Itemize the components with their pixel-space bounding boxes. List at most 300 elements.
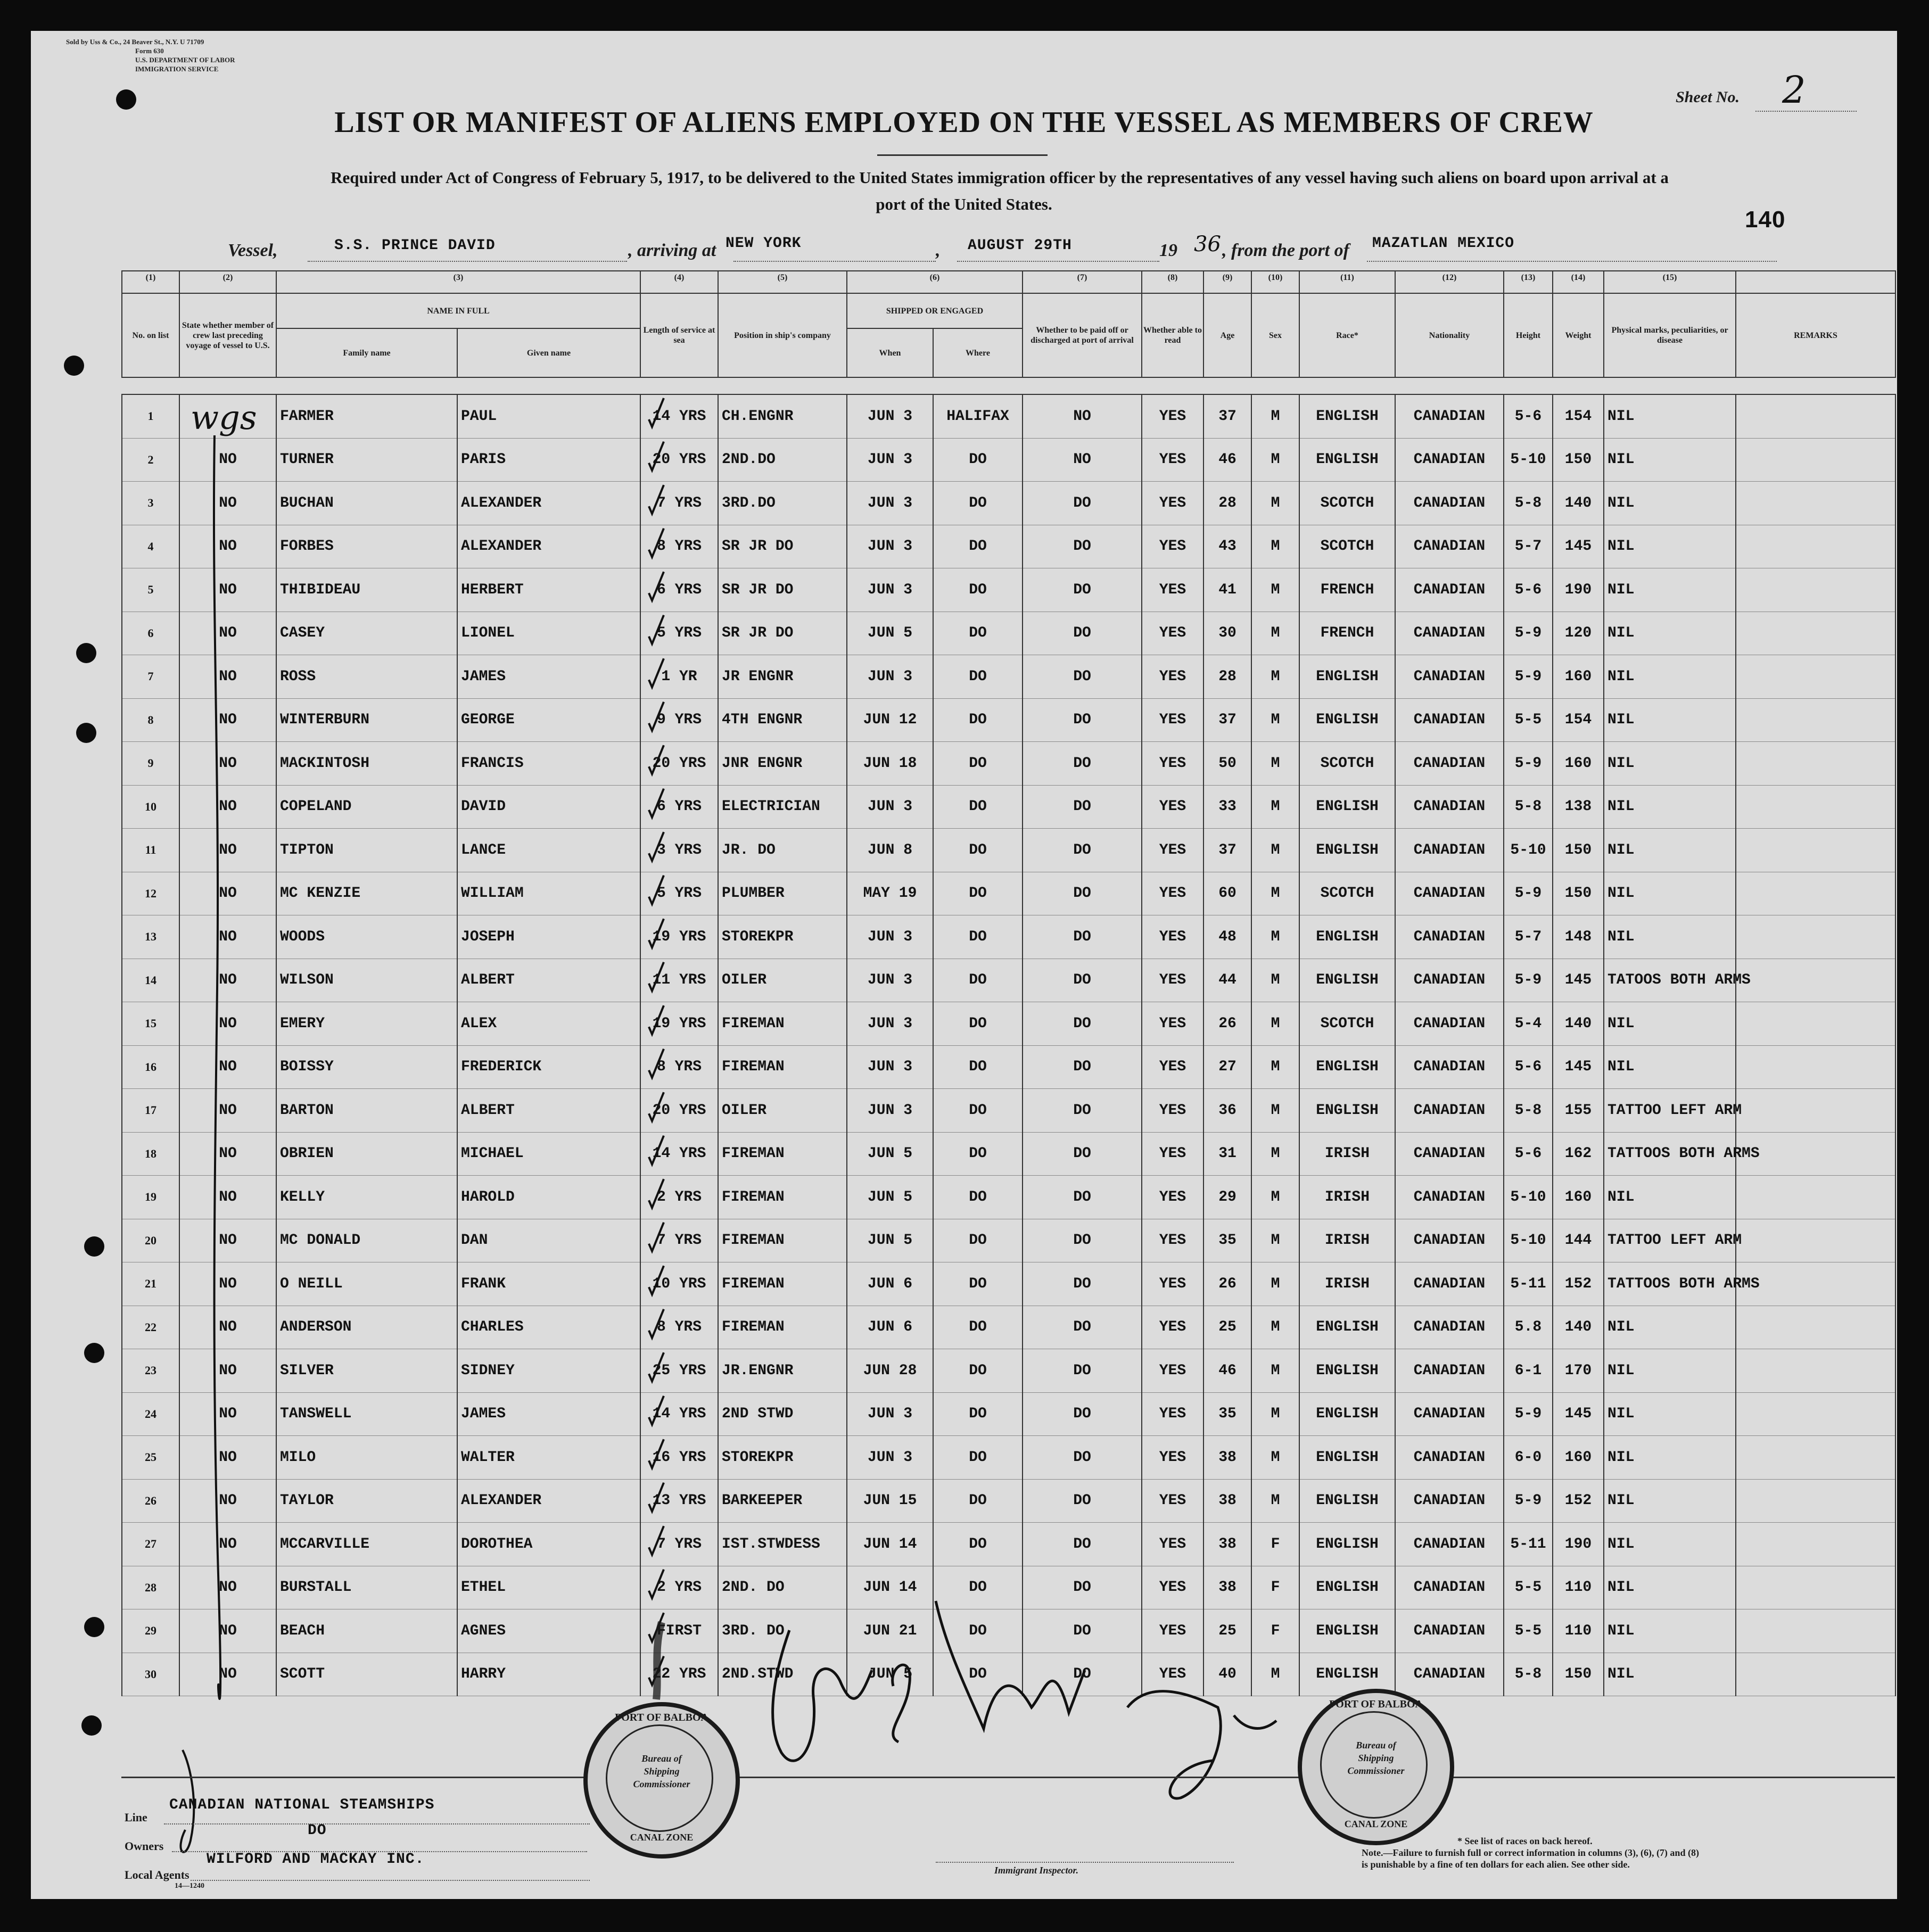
header-family-name: Family name (276, 328, 457, 377)
cell-shipped-when: JUN 3 (847, 1045, 933, 1089)
cell-shipped-where: DO (933, 872, 1023, 915)
cell-race: ENGLISH (1299, 1349, 1395, 1393)
cell-shipped-where: DO (933, 1609, 1023, 1653)
cell-able-to-read: YES (1142, 1523, 1203, 1566)
cell-position: 3RD.DO (718, 482, 847, 525)
cell-shipped-when: JUN 21 (847, 1609, 933, 1653)
cell-paid-off: DO (1023, 1653, 1142, 1696)
cell-height: 5-9 (1504, 1479, 1553, 1523)
col-number: (6) (847, 271, 1023, 293)
cell-able-to-read: YES (1142, 698, 1203, 742)
cell-race: IRISH (1299, 1219, 1395, 1262)
seal-text: Commissioner (633, 1779, 690, 1789)
cell-length-of-service: 9 YRS (640, 698, 718, 742)
cell-family-name: WILSON (276, 959, 457, 1002)
cell-shipped-when: JUN 8 (847, 829, 933, 872)
cell-able-to-read: YES (1142, 872, 1203, 915)
cell-weight: 140 (1553, 482, 1604, 525)
cell-race: ENGLISH (1299, 1479, 1395, 1523)
cell-sex: M (1251, 915, 1299, 959)
cell-able-to-read: YES (1142, 1392, 1203, 1436)
check-mark (649, 1439, 664, 1468)
cell-height: 5-6 (1504, 1045, 1553, 1089)
cell-age: 30 (1203, 612, 1251, 655)
cell-able-to-read: YES (1142, 525, 1203, 568)
cell-length-of-service: 25 YRS (640, 1349, 718, 1393)
cell-list-number: 25 (122, 1436, 179, 1480)
cell-previous-voyage: NO (179, 438, 276, 482)
cell-previous-voyage: NO (179, 698, 276, 742)
cell-weight: 140 (1553, 1002, 1604, 1046)
header-no-on-list: No. on list (122, 293, 179, 377)
service-check-marks (649, 398, 664, 1685)
cell-paid-off: DO (1023, 742, 1142, 786)
cell-age: 38 (1203, 1523, 1251, 1566)
cell-able-to-read: YES (1142, 742, 1203, 786)
cell-length-of-service: 16 YRS (640, 1436, 718, 1480)
cell-nationality: CANADIAN (1395, 1566, 1504, 1609)
cell-paid-off: DO (1023, 568, 1142, 612)
cell-shipped-where: DO (933, 1653, 1023, 1696)
cell-nationality: CANADIAN (1395, 482, 1504, 525)
cell-sex: M (1251, 1219, 1299, 1262)
cell-height: 5-9 (1504, 742, 1553, 786)
cell-age: 25 (1203, 1306, 1251, 1349)
cell-previous-voyage: NO (179, 1523, 276, 1566)
cell-shipped-when: JUN 3 (847, 438, 933, 482)
cell-paid-off: DO (1023, 1045, 1142, 1089)
col-number: (1) (122, 271, 179, 293)
cell-age: 33 (1203, 785, 1251, 829)
cell-nationality: CANADIAN (1395, 394, 1504, 438)
check-mark (649, 1309, 664, 1338)
cell-height: 6-1 (1504, 1349, 1553, 1393)
cell-height: 5-7 (1504, 915, 1553, 959)
cell-able-to-read: YES (1142, 1176, 1203, 1219)
cell-physical-marks: NIL (1604, 1653, 1736, 1696)
check-mark (649, 1352, 664, 1381)
cell-length-of-service: 8 YRS (640, 1306, 718, 1349)
cell-shipped-when: JUN 3 (847, 1089, 933, 1133)
cell-list-number: 17 (122, 1089, 179, 1133)
cell-height: 5-10 (1504, 438, 1553, 482)
cell-nationality: CANADIAN (1395, 525, 1504, 568)
cell-weight: 152 (1553, 1262, 1604, 1306)
cell-age: 35 (1203, 1392, 1251, 1436)
cell-position: 4TH ENGNR (718, 698, 847, 742)
cell-previous-voyage: NO (179, 568, 276, 612)
cell-shipped-when: JUN 3 (847, 655, 933, 699)
cell-given-name: DOROTHEA (457, 1523, 640, 1566)
cell-physical-marks: NIL (1604, 785, 1736, 829)
year-prefix: 19 (1159, 241, 1177, 260)
cell-given-name: WILLIAM (457, 872, 640, 915)
cell-previous-voyage: NO (179, 482, 276, 525)
cell-length-of-service: 5 YRS (640, 612, 718, 655)
cell-paid-off: DO (1023, 785, 1142, 829)
cell-sex: M (1251, 1089, 1299, 1133)
cell-nationality: CANADIAN (1395, 1132, 1504, 1176)
cell-able-to-read: YES (1142, 482, 1203, 525)
check-mark (649, 1483, 664, 1512)
col-number: (2) (179, 271, 276, 293)
cell-race: ENGLISH (1299, 829, 1395, 872)
cell-sex: M (1251, 568, 1299, 612)
cell-age: 28 (1203, 655, 1251, 699)
cell-previous-voyage: NO (179, 785, 276, 829)
cell-race: ENGLISH (1299, 1089, 1395, 1133)
cell-physical-marks: NIL (1604, 1436, 1736, 1480)
cell-previous-voyage: NO (179, 1132, 276, 1176)
cell-family-name: ROSS (276, 655, 457, 699)
cell-list-number: 18 (122, 1132, 179, 1176)
form-subtitle-2: port of the United States. (876, 195, 1052, 213)
signature-stroke (936, 1601, 1085, 1729)
cell-age: 25 (1203, 1609, 1251, 1653)
cell-shipped-when: JUN 3 (847, 1002, 933, 1046)
header-where: Where (933, 328, 1023, 377)
cell-length-of-service: 8 YRS (640, 1045, 718, 1089)
cell-position: IST.STWDESS (718, 1523, 847, 1566)
cell-able-to-read: YES (1142, 1002, 1203, 1046)
cell-position: OILER (718, 1089, 847, 1133)
cell-shipped-when: JUN 14 (847, 1566, 933, 1609)
cell-previous-voyage: NO (179, 1089, 276, 1133)
cell-race: ENGLISH (1299, 915, 1395, 959)
cell-age: 31 (1203, 1132, 1251, 1176)
cell-list-number: 30 (122, 1653, 179, 1696)
cell-list-number: 10 (122, 785, 179, 829)
header-length-of-service: Length of service at sea (640, 293, 718, 377)
cell-given-name: ALBERT (457, 1089, 640, 1133)
cell-family-name: FORBES (276, 525, 457, 568)
cell-length-of-service: 19 YRS (640, 915, 718, 959)
cell-family-name: TAYLOR (276, 1479, 457, 1523)
cell-list-number: 11 (122, 829, 179, 872)
cell-given-name: WALTER (457, 1436, 640, 1480)
cell-shipped-where: DO (933, 1392, 1023, 1436)
cell-shipped-where: DO (933, 438, 1023, 482)
cell-age: 46 (1203, 1349, 1251, 1393)
cell-physical-marks: NIL (1604, 1306, 1736, 1349)
cell-given-name: ALBERT (457, 959, 640, 1002)
check-mark (649, 1049, 664, 1078)
cell-age: 29 (1203, 1176, 1251, 1219)
check-mark (649, 789, 664, 818)
cell-sex: M (1251, 698, 1299, 742)
cell-shipped-where: DO (933, 1436, 1023, 1480)
inspector-rule (936, 1862, 1234, 1863)
cell-sex: M (1251, 872, 1299, 915)
cell-race: FRENCH (1299, 568, 1395, 612)
cell-position: OILER (718, 959, 847, 1002)
cell-shipped-when: JUN 14 (847, 1523, 933, 1566)
cell-sex: M (1251, 482, 1299, 525)
cell-family-name: WINTERBURN (276, 698, 457, 742)
cell-shipped-where: DO (933, 612, 1023, 655)
cell-paid-off: DO (1023, 655, 1142, 699)
cell-nationality: CANADIAN (1395, 568, 1504, 612)
cell-age: 38 (1203, 1566, 1251, 1609)
seal-text: Shipping (1358, 1753, 1394, 1763)
cell-family-name: TANSWELL (276, 1392, 457, 1436)
comma: , (936, 241, 941, 260)
cell-family-name: BEACH (276, 1609, 457, 1653)
cell-physical-marks: NIL (1604, 915, 1736, 959)
cell-nationality: CANADIAN (1395, 1653, 1504, 1696)
cell-weight: 160 (1553, 1436, 1604, 1480)
cell-able-to-read: YES (1142, 1609, 1203, 1653)
cell-physical-marks: NIL (1604, 1523, 1736, 1566)
cell-physical-marks: NIL (1604, 438, 1736, 482)
cell-weight: 120 (1553, 612, 1604, 655)
cell-height: 5-9 (1504, 612, 1553, 655)
cell-position: 2ND.STWD (718, 1653, 847, 1696)
cell-age: 38 (1203, 1436, 1251, 1480)
cell-sex: M (1251, 1306, 1299, 1349)
cell-race: SCOTCH (1299, 872, 1395, 915)
header-weight: Weight (1553, 293, 1604, 377)
cell-nationality: CANADIAN (1395, 872, 1504, 915)
imprint-line: Sold by Uss & Co., 24 Beaver St., N.Y. U 71709 (66, 38, 204, 46)
cell-previous-voyage: NO (179, 829, 276, 872)
cell-able-to-read: YES (1142, 438, 1203, 482)
cell-race: ENGLISH (1299, 959, 1395, 1002)
cell-family-name: SCOTT (276, 1653, 457, 1696)
cell-physical-marks: NIL (1604, 1176, 1736, 1219)
cell-family-name: OBRIEN (276, 1132, 457, 1176)
col-number: (7) (1023, 271, 1142, 293)
cell-previous-voyage: NO (179, 915, 276, 959)
cell-paid-off: DO (1023, 1089, 1142, 1133)
line-value: CANADIAN NATIONAL STEAMSHIPS (169, 1797, 435, 1813)
seal-text: Commissioner (1347, 1765, 1405, 1776)
cell-weight: 190 (1553, 1523, 1604, 1566)
cell-sex: M (1251, 1653, 1299, 1696)
cell-family-name: EMERY (276, 1002, 457, 1046)
cell-age: 36 (1203, 1089, 1251, 1133)
check-mark (649, 615, 664, 644)
cell-length-of-service: 11 YRS (640, 959, 718, 1002)
cell-position: 2ND. DO (718, 1566, 847, 1609)
cell-age: 26 (1203, 1002, 1251, 1046)
cell-able-to-read: YES (1142, 1436, 1203, 1480)
cell-position: BARKEEPER (718, 1479, 847, 1523)
cell-physical-marks: NIL (1604, 872, 1736, 915)
cell-shipped-when: JUN 12 (847, 698, 933, 742)
cell-height: 5-9 (1504, 655, 1553, 699)
cell-race: ENGLISH (1299, 785, 1395, 829)
cell-age: 46 (1203, 438, 1251, 482)
cell-able-to-read: YES (1142, 915, 1203, 959)
col-number: (9) (1203, 271, 1251, 293)
cell-shipped-where: DO (933, 655, 1023, 699)
cell-family-name: THIBIDEAU (276, 568, 457, 612)
cell-race: SCOTCH (1299, 482, 1395, 525)
cell-given-name: CHARLES (457, 1306, 640, 1349)
cell-race: IRISH (1299, 1176, 1395, 1219)
cell-previous-voyage: NO (179, 872, 276, 915)
cell-length-of-service: FIRST (640, 1609, 718, 1653)
cell-position: 2ND.DO (718, 438, 847, 482)
cell-able-to-read: YES (1142, 1045, 1203, 1089)
cell-weight: 140 (1553, 1306, 1604, 1349)
cell-physical-marks: NIL (1604, 1479, 1736, 1523)
check-mark (649, 702, 664, 731)
cell-height: 5-6 (1504, 568, 1553, 612)
seal-ring (1320, 1711, 1428, 1819)
cell-paid-off: NO (1023, 394, 1142, 438)
cell-sex: M (1251, 1002, 1299, 1046)
cell-able-to-read: YES (1142, 1262, 1203, 1306)
cell-height: 5-6 (1504, 394, 1553, 438)
cell-paid-off: DO (1023, 1436, 1142, 1480)
cell-shipped-when: JUN 5 (847, 1653, 933, 1696)
seal-text: PORT OF BALBOA (615, 1712, 708, 1723)
handwritten-initial: wgs (191, 398, 257, 437)
cell-weight: 154 (1553, 698, 1604, 742)
cell-shipped-when: JUN 6 (847, 1262, 933, 1306)
cell-age: 37 (1203, 698, 1251, 742)
cell-paid-off: DO (1023, 1349, 1142, 1393)
check-mark (649, 745, 664, 774)
owners-value: DO (308, 1822, 327, 1839)
check-mark (649, 572, 664, 600)
cell-race: ENGLISH (1299, 438, 1395, 482)
cell-shipped-where: DO (933, 1219, 1023, 1262)
check-mark (649, 1266, 664, 1294)
handwritten-marks (31, 31, 1897, 1899)
cell-able-to-read: YES (1142, 1349, 1203, 1393)
cell-height: 5-9 (1504, 959, 1553, 1002)
cell-nationality: CANADIAN (1395, 1523, 1504, 1566)
col-number: (12) (1395, 271, 1504, 293)
col-number: (10) (1251, 271, 1299, 293)
cell-physical-marks: NIL (1604, 482, 1736, 525)
cell-list-number: 29 (122, 1609, 179, 1653)
cell-age: 37 (1203, 394, 1251, 438)
cell-list-number: 24 (122, 1392, 179, 1436)
cell-sex: M (1251, 1176, 1299, 1219)
cell-given-name: AGNES (457, 1609, 640, 1653)
cell-sex: M (1251, 1045, 1299, 1089)
cell-age: 35 (1203, 1219, 1251, 1262)
col-number: (5) (718, 271, 847, 293)
cell-shipped-where: HALIFAX (933, 394, 1023, 438)
form-code: 14—1240 (175, 1882, 204, 1890)
cell-given-name: SIDNEY (457, 1349, 640, 1393)
cell-shipped-where: DO (933, 959, 1023, 1002)
vessel-label: Vessel, (228, 241, 278, 260)
cell-sex: M (1251, 612, 1299, 655)
cell-shipped-where: DO (933, 785, 1023, 829)
cell-nationality: CANADIAN (1395, 612, 1504, 655)
cell-list-number: 12 (122, 872, 179, 915)
cell-paid-off: DO (1023, 1392, 1142, 1436)
cell-length-of-service: 2 YRS (640, 1176, 718, 1219)
check-mark (649, 919, 664, 947)
cell-length-of-service: 14 YRS (640, 394, 718, 438)
cell-length-of-service: 14 YRS (640, 1132, 718, 1176)
cell-shipped-where: DO (933, 1349, 1023, 1393)
cell-shipped-when: JUN 3 (847, 394, 933, 438)
cell-shipped-when: JUN 3 (847, 959, 933, 1002)
cell-height: 5-6 (1504, 1132, 1553, 1176)
cell-height: 5-10 (1504, 829, 1553, 872)
cell-sex: M (1251, 655, 1299, 699)
cell-race: FRENCH (1299, 612, 1395, 655)
cell-paid-off: DO (1023, 1262, 1142, 1306)
cell-able-to-read: YES (1142, 959, 1203, 1002)
cell-physical-marks: NIL (1604, 655, 1736, 699)
cell-shipped-where: DO (933, 1306, 1023, 1349)
cell-family-name: BUCHAN (276, 482, 457, 525)
cell-sex: M (1251, 1392, 1299, 1436)
cell-nationality: CANADIAN (1395, 959, 1504, 1002)
cell-family-name: SILVER (276, 1349, 457, 1393)
cell-physical-marks: NIL (1604, 1002, 1736, 1046)
cell-weight: 160 (1553, 742, 1604, 786)
seal-text: CANAL ZONE (1344, 1819, 1408, 1829)
cell-sex: F (1251, 1523, 1299, 1566)
cell-able-to-read: YES (1142, 785, 1203, 829)
col-number: (14) (1553, 271, 1604, 293)
header-when: When (847, 328, 933, 377)
cell-nationality: CANADIAN (1395, 829, 1504, 872)
header-previous-voyage: State whether member of crew last preceding voyage of vessel to U.S. (179, 293, 276, 377)
cell-length-of-service: 2 YRS (640, 1566, 718, 1609)
header-shipped-engaged: SHIPPED OR ENGAGED (847, 293, 1023, 328)
cell-list-number: 16 (122, 1045, 179, 1089)
cell-weight: 145 (1553, 1045, 1604, 1089)
cell-sex: M (1251, 1479, 1299, 1523)
form-subtitle: Required under Act of Congress of February 5, 1917, to be delivered to the United States immigration officer by the representatives of any vessel having such aliens on board upon arrival at a (331, 168, 1669, 187)
cell-shipped-when: JUN 18 (847, 742, 933, 786)
cell-given-name: HERBERT (457, 568, 640, 612)
cell-height: 5-11 (1504, 1262, 1553, 1306)
cell-sex: M (1251, 959, 1299, 1002)
cell-position: JR. DO (718, 829, 847, 872)
cell-shipped-when: JUN 15 (847, 1479, 933, 1523)
cell-race: ENGLISH (1299, 1566, 1395, 1609)
cell-sex: F (1251, 1566, 1299, 1609)
footnote-line: is punishable by a fine of ten dollars for each alien. See other side. (1362, 1859, 1630, 1870)
cell-age: 38 (1203, 1479, 1251, 1523)
cell-list-number: 20 (122, 1219, 179, 1262)
cell-able-to-read: YES (1142, 1653, 1203, 1696)
cell-able-to-read: YES (1142, 1132, 1203, 1176)
cell-height: 5-8 (1504, 1089, 1553, 1133)
signature-stroke (893, 1665, 910, 1742)
cell-nationality: CANADIAN (1395, 742, 1504, 786)
cell-shipped-when: JUN 5 (847, 1219, 933, 1262)
cell-physical-marks: NIL (1604, 1609, 1736, 1653)
col-number: (15) (1604, 271, 1736, 293)
col-number: (13) (1504, 271, 1553, 293)
cell-weight: 162 (1553, 1132, 1604, 1176)
cell-given-name: LIONEL (457, 612, 640, 655)
cell-position: 3RD. DO (718, 1609, 847, 1653)
cell-nationality: CANADIAN (1395, 1176, 1504, 1219)
cell-paid-off: DO (1023, 829, 1142, 872)
stamp-number: 140 (1745, 207, 1786, 233)
cell-physical-marks: NIL (1604, 394, 1736, 438)
cell-height: 5-8 (1504, 785, 1553, 829)
from-label: , from the port of (1222, 241, 1349, 260)
cell-weight: 150 (1553, 438, 1604, 482)
cell-nationality: CANADIAN (1395, 1002, 1504, 1046)
cell-nationality: CANADIAN (1395, 1045, 1504, 1089)
